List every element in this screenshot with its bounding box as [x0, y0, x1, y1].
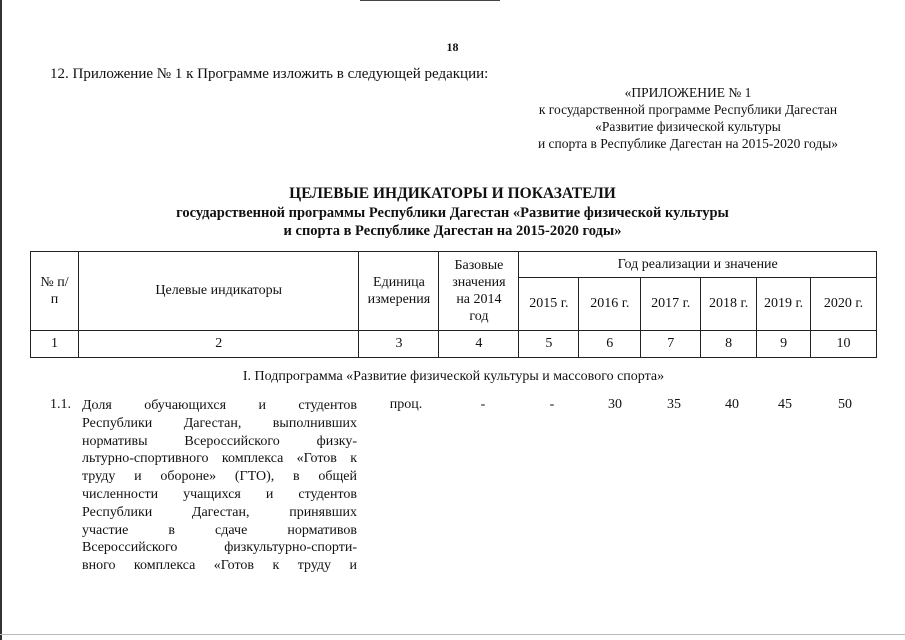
col-number: 5 — [519, 331, 579, 358]
row-unit: проц. — [389, 397, 423, 412]
col-number: 10 — [811, 331, 877, 358]
indicators-table-header — [30, 251, 877, 358]
text-line: вного комплекса «Готов к труду и — [82, 558, 357, 574]
title-sub-1: государственной программы Республики Дагестан «Развитие физической культуры — [176, 205, 729, 221]
text-line: нормативы Всероссийского физку- — [82, 433, 357, 449]
appendix-header — [523, 84, 853, 152]
header-base: Базовые значения на 2014 год — [439, 252, 519, 331]
row-value-2019: 45 — [778, 397, 792, 412]
header-year-2018: 2018 г. — [701, 278, 757, 331]
col-number: 3 — [359, 331, 439, 358]
text-line: Республики Дагестан, принявших — [82, 504, 357, 520]
text-line: труду и обороне» (ГТО), в общей — [82, 469, 357, 485]
header-year-2020: 2020 г. — [811, 278, 877, 331]
appendix-line: к государственной программе Республики Дагестан — [538, 102, 838, 117]
header-year-2017: 2017 г. — [641, 278, 701, 331]
row-value-2015: - — [549, 397, 555, 412]
text-line: льтурно-спортивного комплекса «Готов к — [82, 451, 357, 467]
header-year-2019: 2019 г. — [757, 278, 811, 331]
header-years-group: Год реализации и значение — [519, 252, 877, 278]
scan-edge — [0, 0, 2, 640]
col-number: 7 — [641, 331, 701, 358]
col-number: 2 — [78, 331, 359, 358]
appendix-line: «ПРИЛОЖЕНИЕ № 1 — [624, 85, 752, 100]
section-heading: I. Подпрограмма «Развитие физической культуры и массового спорта» — [242, 369, 665, 384]
col-number: 9 — [757, 331, 811, 358]
text-line: Республики Дагестан, выполнивших — [82, 415, 357, 431]
row-base: - — [480, 397, 486, 412]
document-title — [0, 184, 905, 240]
col-number: 6 — [579, 331, 641, 358]
intro-paragraph: 12. Приложение № 1 к Программе изложить в следующей редакции: — [50, 66, 489, 82]
row-value-2016: 30 — [608, 397, 622, 412]
header-indicators: Целевые индикаторы — [78, 252, 359, 331]
appendix-line: «Развитие физической культуры — [595, 119, 781, 134]
text-line: Всероссийского физкультурно-спорти- — [82, 540, 357, 556]
bottom-rule — [0, 634, 905, 635]
row-value-2017: 35 — [667, 397, 681, 412]
row-value-2018: 40 — [725, 397, 739, 412]
header-year-2016: 2016 г. — [579, 278, 641, 331]
top-rule — [360, 0, 500, 1]
header-year-2015: 2015 г. — [519, 278, 579, 331]
row-value-2020: 50 — [838, 397, 852, 412]
text-line: Доля обучающихся и студентов — [82, 398, 357, 413]
row-indicator-text — [82, 397, 357, 575]
col-number: 1 — [31, 331, 79, 358]
row-number: 1.1. — [50, 397, 71, 412]
page-number: 18 — [446, 40, 459, 54]
text-line: численности учащихся и студентов — [82, 486, 357, 502]
header-unit: Единица измерения — [359, 252, 439, 331]
col-number: 4 — [439, 331, 519, 358]
appendix-line: и спорта в Республике Дагестан на 2015-2020 годы» — [537, 136, 839, 151]
col-number: 8 — [701, 331, 757, 358]
title-main: ЦЕЛЕВЫЕ ИНДИКАТОРЫ И ПОКАЗАТЕЛИ — [289, 185, 616, 202]
text-line: участие в сдаче нормативов — [82, 522, 357, 538]
title-sub-2: и спорта в Республике Дагестан на 2015-2020 годы» — [283, 223, 622, 239]
header-num: № п/п — [31, 252, 79, 331]
